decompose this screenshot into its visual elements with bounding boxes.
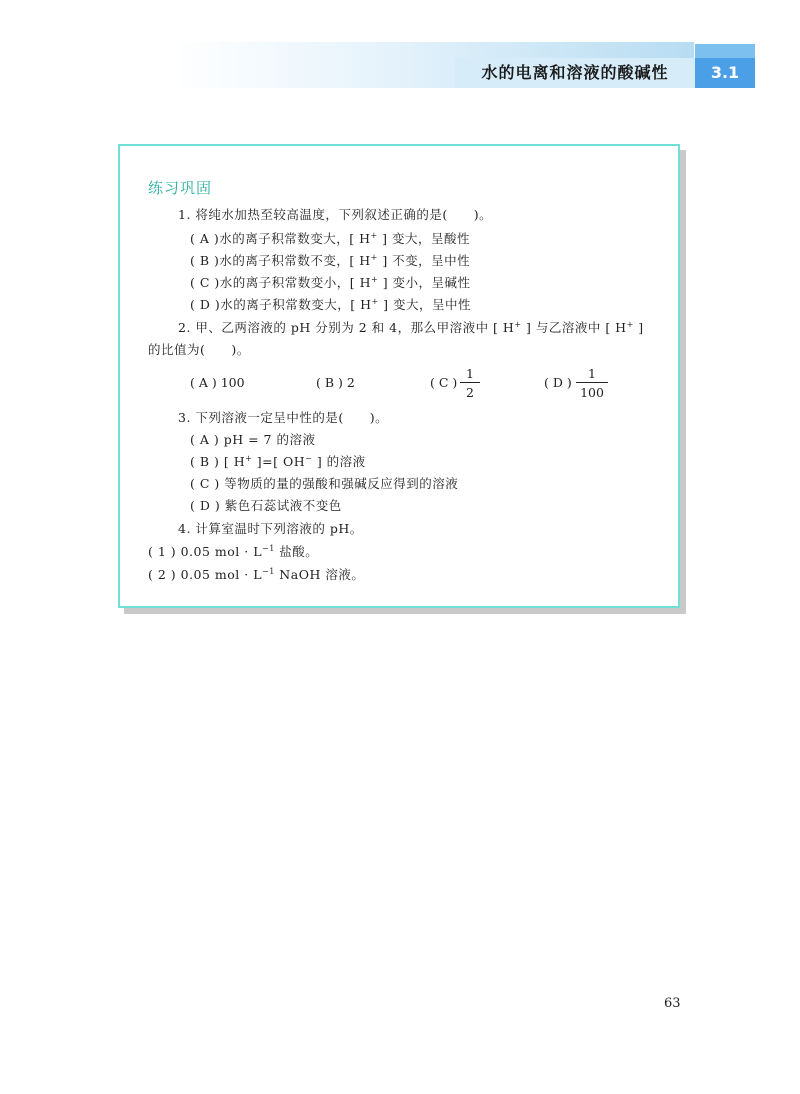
fraction-denominator: 2 <box>466 385 474 400</box>
fraction-denominator: 100 <box>580 385 604 400</box>
question-2-stem-line-2: 的比值为( )。 <box>148 342 250 357</box>
question-2-option-b: ( B ) 2 <box>316 375 355 390</box>
question-1-option-a: ( A )水的离子积常数变大，[ H+ ] 变大，呈酸性 <box>190 231 471 246</box>
question-3-option-a: ( A ) pH = 7 的溶液 <box>190 432 316 447</box>
question-3-option-d: ( D ) 紫色石蕊试液不变色 <box>190 498 342 513</box>
question-4-part-1: ( 1 ) 0.05 mol · $L^{-1}$ 盐酸。 <box>148 544 319 559</box>
fraction-numerator: 1 <box>466 366 474 381</box>
question-4-stem: 4. 计算室温时下列溶液的 pH。 <box>178 521 363 536</box>
fraction-numerator: 1 <box>588 366 596 381</box>
question-1-option-c: ( C )水的离子积常数变小，[ H+ ] 变小，呈碱性 <box>190 275 471 290</box>
section-number-badge: 3.1 <box>695 58 755 88</box>
section-title: 水的电离和溶液的酸碱性 <box>455 58 695 88</box>
question-2-option-c-label: ( C ) <box>430 375 458 390</box>
page-number: 63 <box>664 996 681 1011</box>
question-2-stem-line-1: 2. 甲、乙两溶液的 pH 分别为 2 和 4，那么甲溶液中 [ H+ ] 与乙溶液中 [ H+ ] <box>178 320 644 335</box>
fraction-bar <box>576 382 608 383</box>
question-3-stem: 3. 下列溶液一定呈中性的是( )。 <box>178 410 389 425</box>
header-chapter-tab <box>695 44 755 58</box>
exercise-title: 练习巩固 <box>148 179 213 197</box>
question-2-option-d-label: ( D ) <box>544 375 572 390</box>
question-2-option-d-fraction <box>576 366 608 400</box>
question-3-option-c: ( C ) 等物质的量的强酸和强碱反应得到的溶液 <box>190 476 459 491</box>
question-2-option-a: ( A ) 100 <box>190 375 245 390</box>
question-2-option-c-fraction <box>460 366 480 400</box>
question-1-option-d: ( D )水的离子积常数变大，[ H+ ] 变大，呈中性 <box>190 297 472 312</box>
question-3-option-b: ( B ) [ H+ ]=[ OH− ] 的溶液 <box>190 454 366 469</box>
fraction-bar <box>460 382 480 383</box>
question-1-option-b: ( B )水的离子积常数不变，[ H+ ] 不变，呈中性 <box>190 253 471 268</box>
question-1-stem: 1. 将纯水加热至较高温度，下列叙述正确的是( )。 <box>178 207 493 222</box>
question-4-part-2: ( 2 ) 0.05 mol · $L^{-1}$ NaOH 溶液。 <box>148 567 365 582</box>
